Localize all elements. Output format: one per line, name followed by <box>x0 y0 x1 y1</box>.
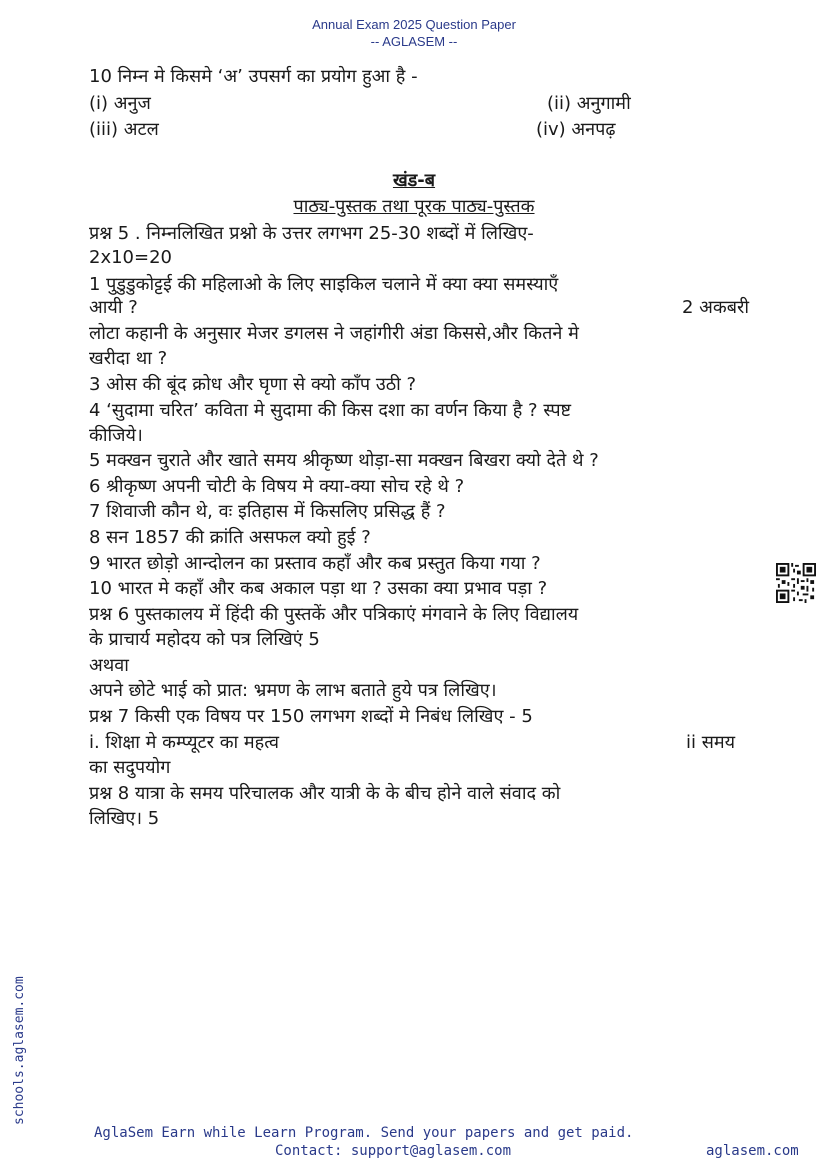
q10-option-1: (i) अनुज <box>89 93 151 114</box>
footer-contact[interactable]: Contact: support@aglasem.com <box>275 1143 512 1159</box>
footer-promo: AglaSem Earn while Learn Program. Send your papers and get paid. <box>94 1125 634 1141</box>
q5-line-1: 1 पुडुडुकोट्टई की महिलाओ के लिए साइकिल चलाने में क्या क्या समस्याएँ <box>89 274 559 295</box>
header-brand: -- AGLASEM -- <box>370 34 458 49</box>
side-watermark: schools.aglasem.com <box>12 976 27 1125</box>
q6-line-1: प्रश्न 6 पुस्तकालय में हिंदी की पुस्तकें और पत्रिकाएं मंगवाने के लिए विद्यालय <box>89 604 579 625</box>
q7-line-1: प्रश्न 7 किसी एक विषय पर 150 लगभग शब्दों मे निबंध लिखिए - 5 <box>89 706 533 727</box>
q5-line-4: खरीदा था ? <box>89 348 168 369</box>
q8-line-1: प्रश्न 8 यात्रा के समय परिचालक और यात्री के के बीच होने वाले संवाद को <box>89 783 561 804</box>
qr-code-icon[interactable] <box>776 563 816 603</box>
q10-option-4: (iv) अनपढ़ <box>536 119 616 140</box>
q6-or: अथवा <box>89 655 129 676</box>
header-title: Annual Exam 2025 Question Paper <box>312 17 516 32</box>
q5-heading: प्रश्न 5 . निम्नलिखित प्रश्नो के उत्तर लगभग 25-30 शब्दों में लिखिए- <box>89 223 534 244</box>
q5-line-9: 6 श्रीकृष्ण अपनी चोटी के विषय मे क्या-क्या सोच रहे थे ? <box>89 476 465 497</box>
q5-line-12: 9 भारत छोड़ो आन्दोलन का प्रस्ताव कहाँ और कब प्रस्तुत किया गया ? <box>89 553 541 574</box>
q5-line-2a: आयी ? <box>89 297 138 318</box>
q6-line-3: अपने छोटे भाई को प्रात: भ्रमण के लाभ बताते हुये पत्र लिखिए। <box>89 680 497 701</box>
q7-line-3: का सदुपयोग <box>89 757 171 778</box>
section-heading: खंड-ब <box>392 170 436 191</box>
q5-line-13: 10 भारत मे कहाँ और कब अकाल पड़ा था ? उसका क्या प्रभाव पड़ा ? <box>89 578 548 599</box>
q5-line-10: 7 शिवाजी कौन थे, वः इतिहास में किसलिए प्रसिद्ध हैं ? <box>89 501 446 522</box>
q7-line-2b: ii समय <box>686 732 736 753</box>
q5-line-11: 8 सन 1857 की क्रांति असफल क्यो हुई ? <box>89 527 371 548</box>
q5-line-8: 5 मक्खन चुराते और खाते समय श्रीकृष्ण थोड़ा-सा मक्खन बिखरा क्यो देते थे ? <box>89 450 599 471</box>
q5-line-6: 4 ‘सुदामा चरित’ कविता मे सुदामा की किस दशा का वर्णन किया है ? स्पष्ट <box>89 400 572 421</box>
q5-line-3: लोटा कहानी के अनुसार मेजर डगलस ने जहांगीरी अंडा किससे,और कितने मे <box>89 323 579 344</box>
q5-line-7: कीजिये। <box>89 425 143 446</box>
footer-site-link[interactable]: aglasem.com <box>706 1143 799 1159</box>
q10-option-3: (iii) अटल <box>89 119 159 140</box>
q5-line-5: 3 ओस की बूंद क्रोध और घृणा से क्यो काँप उठी ? <box>89 374 417 395</box>
q5-marks: 2x10=20 <box>89 247 172 268</box>
q7-line-2a: i. शिक्षा मे कम्प्यूटर का महत्व <box>89 732 280 753</box>
q10-option-2: (ii) अनुगामी <box>547 93 631 114</box>
section-subtitle: पाठ्य-पुस्तक तथा पूरक पाठ्य-पुस्तक <box>293 196 535 217</box>
q5-line-2b: 2 अकबरी <box>682 297 750 318</box>
q8-line-2: लिखिए। 5 <box>89 808 160 829</box>
q10-question: 10 निम्न मे किसमे ‘अ’ उपसर्ग का प्रयोग हुआ है - <box>89 66 418 87</box>
q6-line-2: के प्राचार्य महोदय को पत्र लिखिएं 5 <box>89 629 320 650</box>
